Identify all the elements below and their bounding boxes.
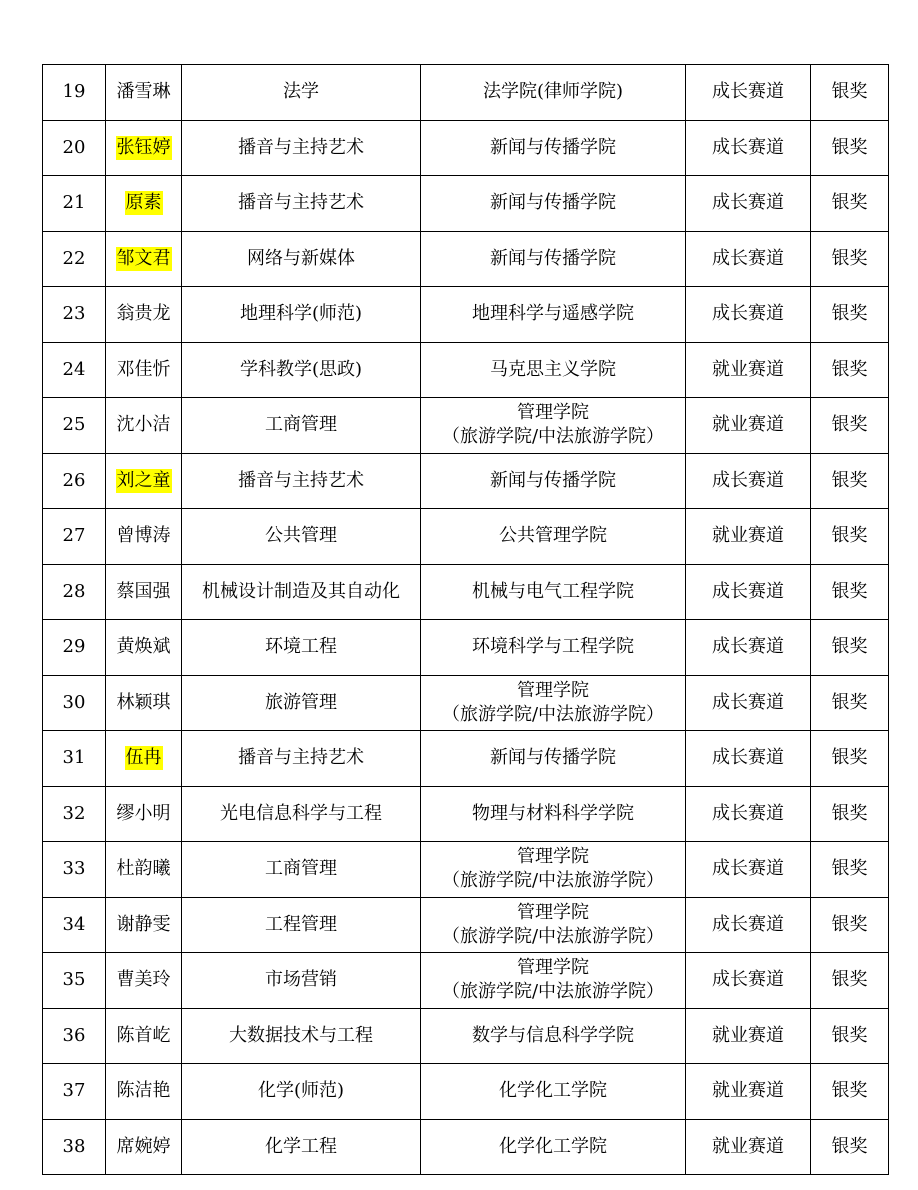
- college-line: 化学化工学院: [499, 1080, 607, 1102]
- college-line: （旅游学院/中法旅游学院）: [441, 925, 665, 947]
- table-row: [43, 1008, 889, 1064]
- track-cell: 成长赛道: [686, 120, 811, 176]
- student-name-cell: [106, 1119, 182, 1175]
- major-cell: 工程管理: [182, 897, 421, 953]
- student-name: 翁贵龙: [116, 303, 171, 325]
- table-row: [43, 342, 889, 398]
- college-cell: [421, 176, 686, 232]
- award-cell: 银奖: [811, 398, 889, 454]
- student-name-cell: [106, 786, 182, 842]
- major-cell: 化学工程: [182, 1119, 421, 1175]
- track-cell: 成长赛道: [686, 231, 811, 287]
- college-line: 法学院(律师学院): [482, 81, 624, 103]
- college-cell: [421, 509, 686, 565]
- highlighted-student-name: 刘之童: [116, 469, 171, 491]
- student-name: 蔡国强: [116, 580, 171, 602]
- major-cell: 化学(师范): [182, 1064, 421, 1120]
- row-number-cell: 20: [43, 120, 106, 176]
- award-cell: 银奖: [811, 786, 889, 842]
- track-cell: 成长赛道: [686, 897, 811, 953]
- college-line: 新闻与传播学院: [490, 192, 616, 214]
- student-name: 缪小明: [116, 802, 171, 824]
- college-line: 地理科学与遥感学院: [472, 303, 634, 325]
- student-name: 潘雪琳: [116, 81, 171, 103]
- track-cell: 成长赛道: [686, 287, 811, 343]
- major-cell: 地理科学(师范): [182, 287, 421, 343]
- track-cell: 成长赛道: [686, 675, 811, 731]
- track-cell: 成长赛道: [686, 953, 811, 1009]
- row-number-cell: 23: [43, 287, 106, 343]
- row-number-cell: 29: [43, 620, 106, 676]
- table-row: [43, 953, 889, 1009]
- college-cell: [421, 398, 686, 454]
- college-line: 管理学院: [517, 957, 589, 979]
- row-number-cell: 26: [43, 453, 106, 509]
- student-name: 陈首屹: [116, 1024, 171, 1046]
- college-cell: [421, 953, 686, 1009]
- track-cell: 就业赛道: [686, 1008, 811, 1064]
- table-row: [43, 620, 889, 676]
- college-line: （旅游学院/中法旅游学院）: [441, 981, 665, 1003]
- college-line: 公共管理学院: [499, 525, 607, 547]
- track-cell: 就业赛道: [686, 509, 811, 565]
- table-row: [43, 287, 889, 343]
- college-line: 物理与材料科学学院: [472, 802, 634, 824]
- college-line: 新闻与传播学院: [490, 136, 616, 158]
- award-cell: 银奖: [811, 342, 889, 398]
- row-number-cell: 31: [43, 731, 106, 787]
- student-name-cell: [106, 897, 182, 953]
- student-name-cell: [106, 1064, 182, 1120]
- student-name: 谢静雯: [116, 913, 171, 935]
- award-cell: 银奖: [811, 65, 889, 121]
- college-line: 管理学院: [517, 901, 589, 923]
- college-cell: [421, 342, 686, 398]
- student-name-cell: [106, 953, 182, 1009]
- major-cell: 网络与新媒体: [182, 231, 421, 287]
- college-line: 管理学院: [517, 402, 589, 424]
- college-line: 马克思主义学院: [490, 358, 616, 380]
- table-row: [43, 176, 889, 232]
- major-cell: 环境工程: [182, 620, 421, 676]
- row-number-cell: 32: [43, 786, 106, 842]
- major-cell: 旅游管理: [182, 675, 421, 731]
- college-cell: [421, 287, 686, 343]
- student-name-cell: [106, 731, 182, 787]
- track-cell: 成长赛道: [686, 731, 811, 787]
- college-line: （旅游学院/中法旅游学院）: [441, 426, 665, 448]
- table-row: [43, 842, 889, 898]
- highlighted-student-name: 原素: [125, 192, 162, 214]
- college-cell: [421, 675, 686, 731]
- college-cell: [421, 897, 686, 953]
- college-cell: [421, 65, 686, 121]
- award-cell: 银奖: [811, 231, 889, 287]
- college-cell: [421, 231, 686, 287]
- college-cell: [421, 1008, 686, 1064]
- award-cell: 银奖: [811, 953, 889, 1009]
- award-cell: 银奖: [811, 675, 889, 731]
- track-cell: 成长赛道: [686, 453, 811, 509]
- award-cell: 银奖: [811, 564, 889, 620]
- track-cell: 成长赛道: [686, 564, 811, 620]
- major-cell: 工商管理: [182, 842, 421, 898]
- award-cell: 银奖: [811, 453, 889, 509]
- student-name-cell: [106, 509, 182, 565]
- table-row: [43, 731, 889, 787]
- track-cell: 成长赛道: [686, 65, 811, 121]
- major-cell: 学科教学(思政): [182, 342, 421, 398]
- college-line: 机械与电气工程学院: [472, 580, 634, 602]
- major-cell: 播音与主持艺术: [182, 120, 421, 176]
- college-cell: [421, 620, 686, 676]
- highlighted-student-name: 伍冉: [125, 747, 162, 769]
- major-cell: 法学: [182, 65, 421, 121]
- award-cell: 银奖: [811, 509, 889, 565]
- major-cell: 播音与主持艺术: [182, 731, 421, 787]
- college-cell: [421, 453, 686, 509]
- row-number-cell: 34: [43, 897, 106, 953]
- row-number-cell: 36: [43, 1008, 106, 1064]
- table-row: [43, 786, 889, 842]
- student-name-cell: [106, 620, 182, 676]
- student-name-cell: [106, 287, 182, 343]
- college-cell: [421, 842, 686, 898]
- college-line: 新闻与传播学院: [490, 469, 616, 491]
- track-cell: 成长赛道: [686, 620, 811, 676]
- student-name-cell: [106, 675, 182, 731]
- college-line: （旅游学院/中法旅游学院）: [441, 703, 665, 725]
- college-line: 管理学院: [517, 679, 589, 701]
- table-body: [43, 65, 889, 1175]
- award-cell: 银奖: [811, 731, 889, 787]
- student-name-cell: [106, 176, 182, 232]
- major-cell: 光电信息科学与工程: [182, 786, 421, 842]
- student-name-cell: [106, 1008, 182, 1064]
- college-cell: [421, 1119, 686, 1175]
- student-name-cell: [106, 65, 182, 121]
- student-name-cell: [106, 120, 182, 176]
- student-name: 邓佳忻: [116, 358, 171, 380]
- college-line: 新闻与传播学院: [490, 247, 616, 269]
- row-number-cell: 37: [43, 1064, 106, 1120]
- row-number-cell: 24: [43, 342, 106, 398]
- award-cell: 银奖: [811, 1119, 889, 1175]
- college-line: 数学与信息科学学院: [472, 1024, 634, 1046]
- student-name-cell: [106, 564, 182, 620]
- table-row: [43, 1119, 889, 1175]
- college-line: （旅游学院/中法旅游学院）: [441, 870, 665, 892]
- major-cell: 公共管理: [182, 509, 421, 565]
- award-cell: 银奖: [811, 176, 889, 232]
- major-cell: 工商管理: [182, 398, 421, 454]
- row-number-cell: 35: [43, 953, 106, 1009]
- row-number-cell: 19: [43, 65, 106, 121]
- track-cell: 就业赛道: [686, 342, 811, 398]
- track-cell: 成长赛道: [686, 842, 811, 898]
- college-line: 环境科学与工程学院: [472, 636, 634, 658]
- major-cell: 播音与主持艺术: [182, 176, 421, 232]
- student-name: 沈小洁: [116, 414, 171, 436]
- award-cell: 银奖: [811, 287, 889, 343]
- award-cell: 银奖: [811, 1064, 889, 1120]
- table-row: [43, 398, 889, 454]
- table-row: [43, 509, 889, 565]
- highlighted-student-name: 邹文君: [116, 247, 171, 269]
- row-number-cell: 30: [43, 675, 106, 731]
- college-cell: [421, 120, 686, 176]
- college-cell: [421, 1064, 686, 1120]
- college-line: 管理学院: [517, 846, 589, 868]
- major-cell: 市场营销: [182, 953, 421, 1009]
- row-number-cell: 33: [43, 842, 106, 898]
- major-cell: 机械设计制造及其自动化: [182, 564, 421, 620]
- track-cell: 就业赛道: [686, 1119, 811, 1175]
- major-cell: 播音与主持艺术: [182, 453, 421, 509]
- table-row: [43, 897, 889, 953]
- college-cell: [421, 786, 686, 842]
- student-name-cell: [106, 231, 182, 287]
- track-cell: 就业赛道: [686, 1064, 811, 1120]
- award-cell: 银奖: [811, 620, 889, 676]
- award-cell: 银奖: [811, 120, 889, 176]
- college-line: 新闻与传播学院: [490, 747, 616, 769]
- row-number-cell: 38: [43, 1119, 106, 1175]
- student-name-cell: [106, 842, 182, 898]
- student-name: 黄焕斌: [116, 636, 171, 658]
- student-name-cell: [106, 398, 182, 454]
- award-cell: 银奖: [811, 1008, 889, 1064]
- student-name: 陈洁艳: [116, 1080, 171, 1102]
- table-row: [43, 453, 889, 509]
- table-row: [43, 1064, 889, 1120]
- table-row: [43, 675, 889, 731]
- track-cell: 成长赛道: [686, 786, 811, 842]
- table-row: [43, 564, 889, 620]
- row-number-cell: 21: [43, 176, 106, 232]
- student-name: 席婉婷: [116, 1135, 171, 1157]
- track-cell: 成长赛道: [686, 176, 811, 232]
- student-name-cell: [106, 342, 182, 398]
- student-name-cell: [106, 453, 182, 509]
- award-cell: 银奖: [811, 842, 889, 898]
- college-cell: [421, 564, 686, 620]
- award-table: [42, 64, 889, 1175]
- student-name: 曾博涛: [116, 525, 171, 547]
- award-cell: 银奖: [811, 897, 889, 953]
- track-cell: 就业赛道: [686, 398, 811, 454]
- row-number-cell: 22: [43, 231, 106, 287]
- college-line: 化学化工学院: [499, 1135, 607, 1157]
- table-row: [43, 231, 889, 287]
- table-row: [43, 120, 889, 176]
- table-row: [43, 65, 889, 121]
- highlighted-student-name: 张钰婷: [116, 136, 171, 158]
- row-number-cell: 28: [43, 564, 106, 620]
- student-name: 曹美玲: [116, 969, 171, 991]
- student-name: 杜韵曦: [116, 858, 171, 880]
- college-cell: [421, 731, 686, 787]
- major-cell: 大数据技术与工程: [182, 1008, 421, 1064]
- student-name: 林颖琪: [116, 691, 171, 713]
- row-number-cell: 27: [43, 509, 106, 565]
- row-number-cell: 25: [43, 398, 106, 454]
